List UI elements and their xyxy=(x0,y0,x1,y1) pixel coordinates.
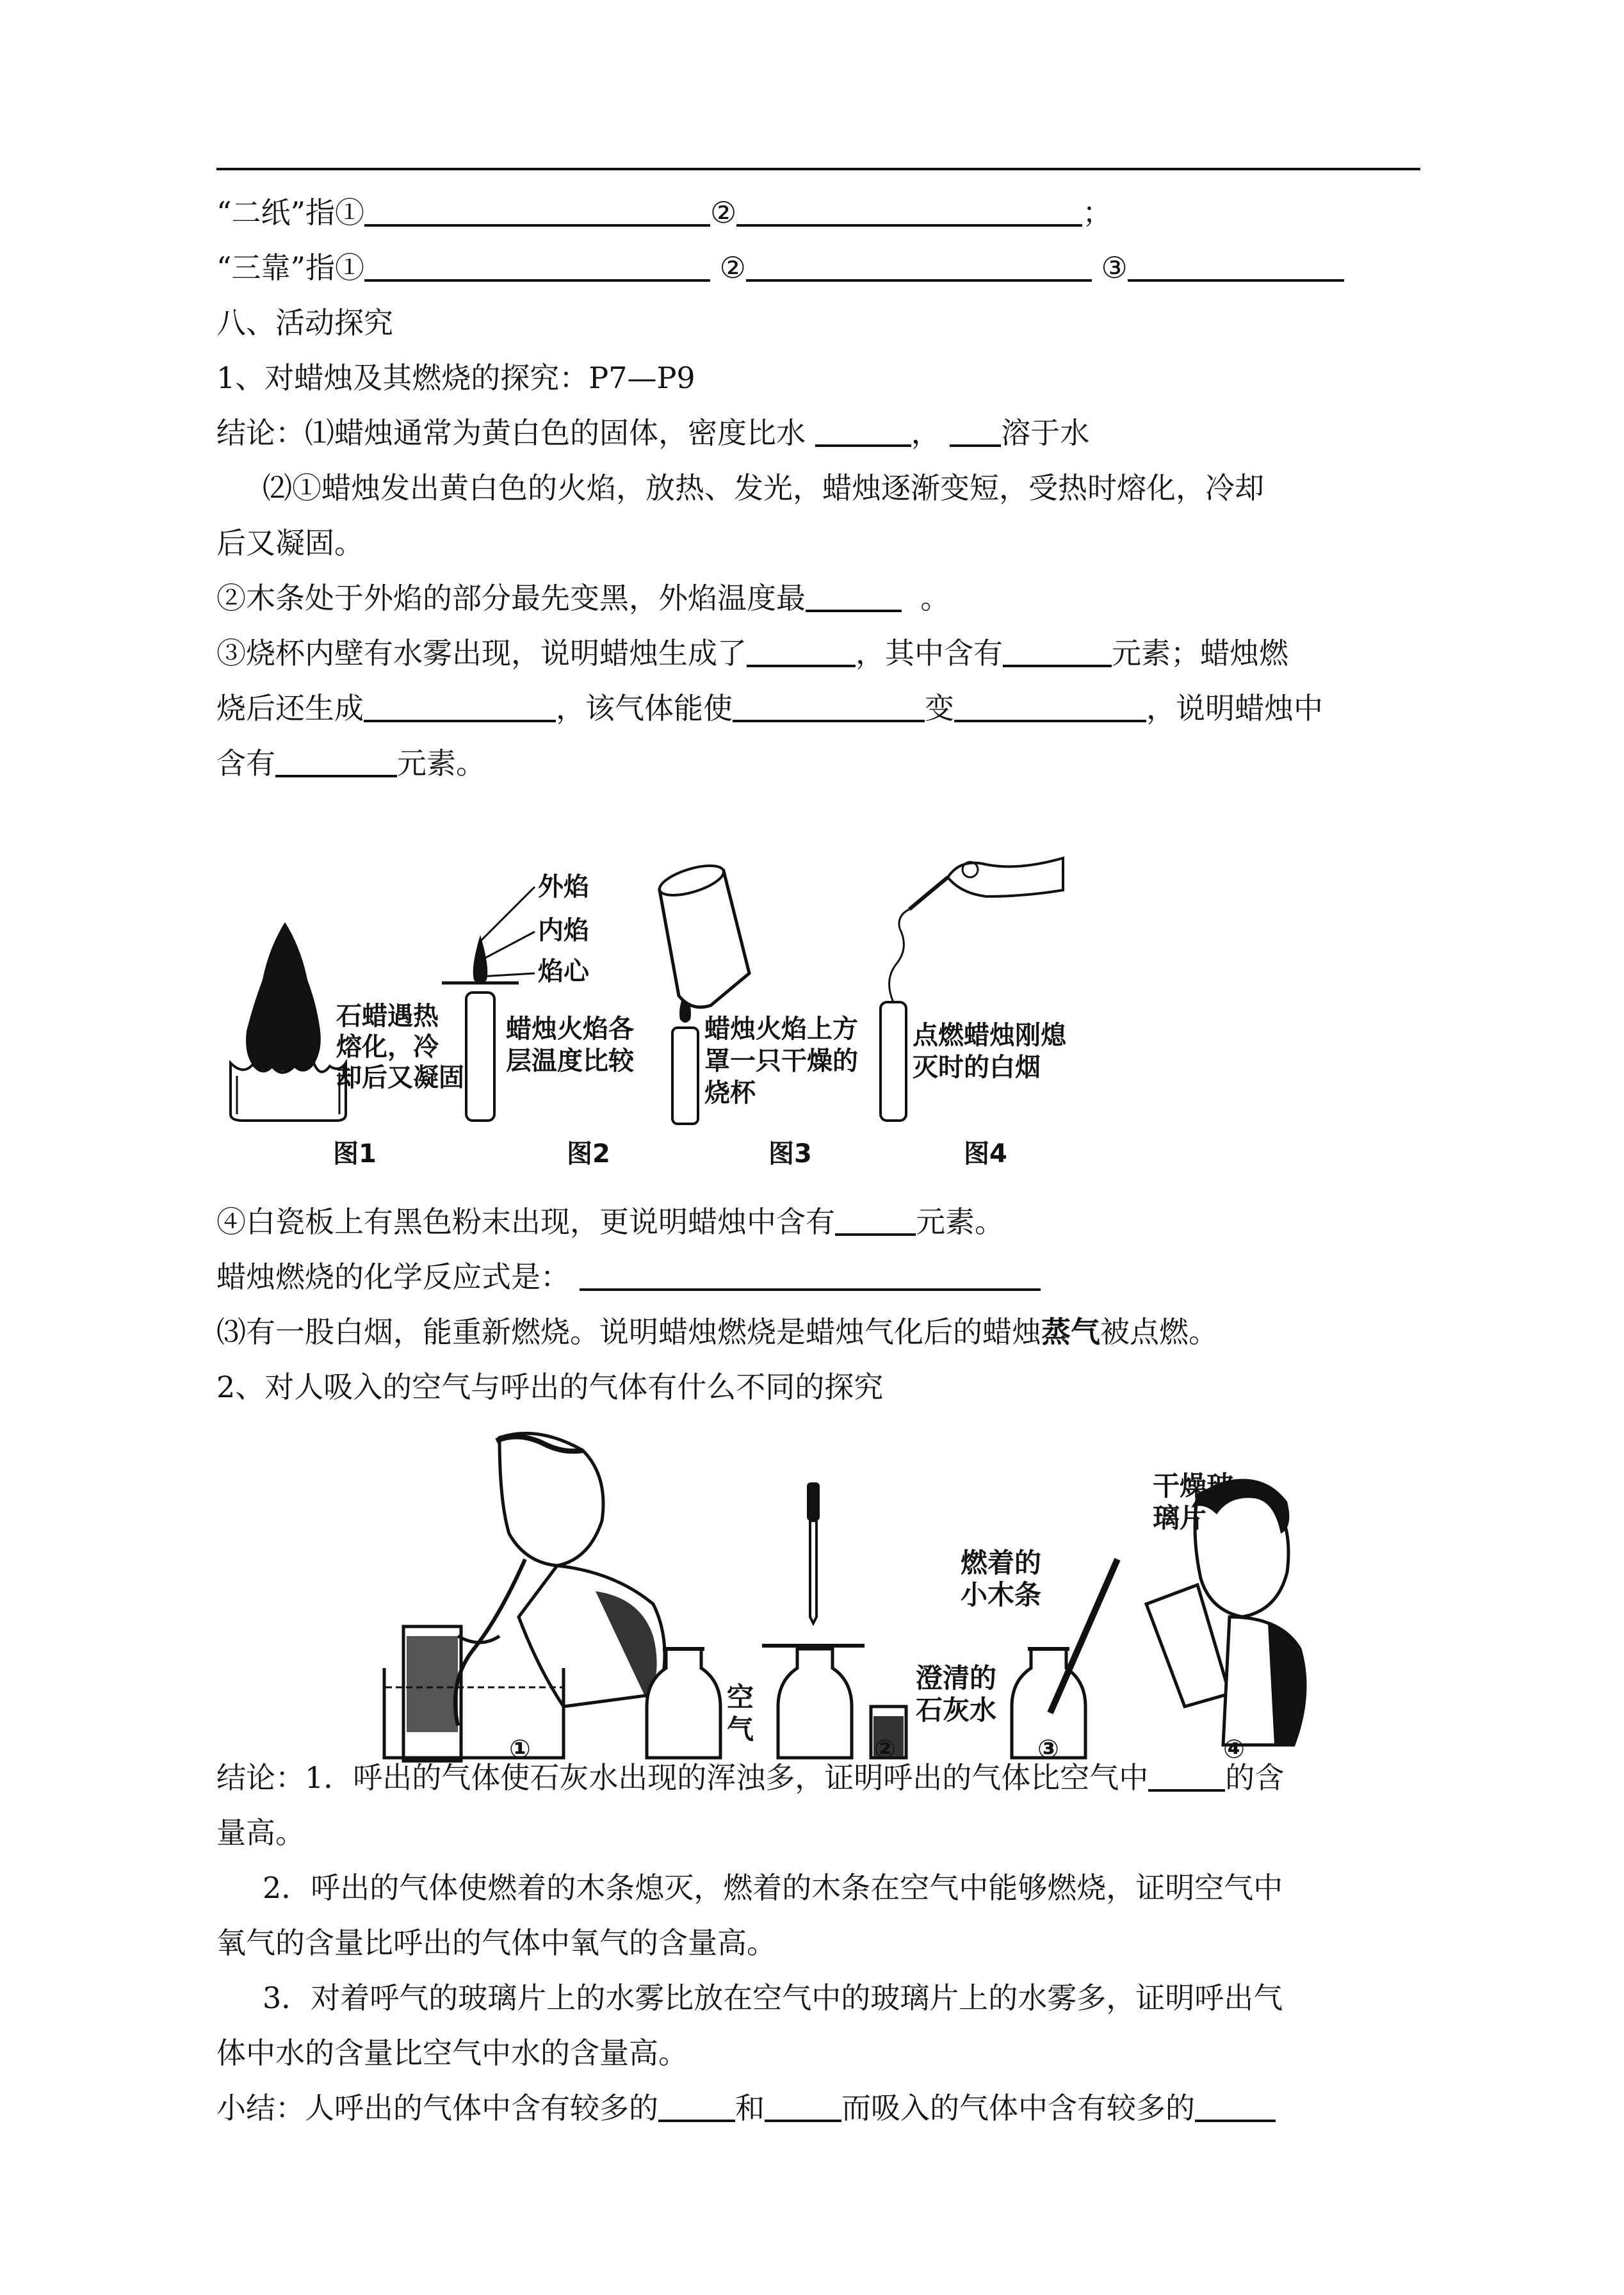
line-conclusion-1: 结论：⑴蜡烛通常为黄白色的固体，密度比水 ， 溶于水 xyxy=(216,416,1090,450)
candle-figures xyxy=(218,852,1127,1185)
blank[interactable] xyxy=(835,1205,916,1236)
line-breath-conclusion-2b: 氧气的含量比呼出的气体中氧气的含量高。 xyxy=(216,1926,776,1960)
experiment-2-limewater xyxy=(762,1482,996,1764)
header-rule xyxy=(216,168,1420,170)
air-label-2: 气 xyxy=(727,1714,754,1745)
line-breath-conclusion-3: 3．对着呼气的玻璃片上的水雾比放在空气中的玻璃片上的水雾多，证明呼出气 xyxy=(263,1981,1283,2015)
figure-1-melting-wax xyxy=(231,922,464,1169)
line-two-papers: “二纸”指① ② ； xyxy=(216,195,1112,230)
blank[interactable] xyxy=(658,2091,735,2122)
fig1-label-1: 石蜡遇热 xyxy=(336,1002,439,1031)
glass-label-1: 干燥玻 xyxy=(1153,1470,1234,1502)
line-breath-conclusion-2: 2．呼出的气体使燃着的木条熄灭，燃着的木条在空气中能够燃烧，证明空气中 xyxy=(263,1870,1283,1905)
outer-flame-label: 外焰 xyxy=(538,872,589,902)
line-conclusion-2: ⑵①蜡烛发出黄白色的火焰，放热、发光，蜡烛逐渐变短，受热时熔化，冷却 xyxy=(263,471,1264,505)
exp3-number: ③ xyxy=(1037,1735,1059,1764)
breath-figures xyxy=(371,1425,1332,1764)
fig3-label-3: 烧杯 xyxy=(704,1078,756,1108)
blank[interactable] xyxy=(815,416,911,447)
exp4-number: ④ xyxy=(1223,1735,1245,1764)
line-reaction: 蜡烛燃烧的化学反应式是： xyxy=(216,1258,1420,1296)
line-element: 含有 元素。 xyxy=(216,746,485,781)
blank[interactable] xyxy=(364,196,710,227)
fig3-label-1: 蜡烛火焰上方 xyxy=(704,1014,858,1044)
fig4-caption: 图4 xyxy=(964,1139,1007,1169)
exp1-number: ① xyxy=(509,1735,531,1764)
blank[interactable] xyxy=(736,196,1082,227)
blank[interactable] xyxy=(1195,2091,1276,2122)
blank[interactable] xyxy=(765,2091,841,2122)
line-white-smoke: ⑶有一股白烟，能重新燃烧。说明蜡烛燃烧是蜡烛气化后的蜡烛蒸气被点燃。 xyxy=(216,1315,1218,1349)
blank[interactable] xyxy=(746,251,1092,282)
fig4-label-1: 点燃蜡烛刚熄 xyxy=(913,1021,1066,1050)
air-label-1: 空 xyxy=(727,1682,754,1713)
line-breath-conclusion-3b: 体中水的含量比空气中水的含量高。 xyxy=(216,2036,688,2070)
blank[interactable] xyxy=(580,1260,1041,1291)
blank[interactable] xyxy=(1148,1761,1225,1792)
fig1-label-2: 熔化，冷 xyxy=(336,1032,439,1062)
blank[interactable] xyxy=(954,692,1146,722)
fig2-label-2: 层温度比较 xyxy=(506,1046,634,1076)
experiment-4-glass-plate xyxy=(1146,1470,1306,1764)
stick-label-1: 燃着的 xyxy=(961,1547,1042,1578)
inner-flame-label: 内焰 xyxy=(538,916,589,945)
fig1-caption: 图1 xyxy=(333,1139,377,1169)
experiment-3-burning-stick xyxy=(961,1547,1117,1764)
subsection-breath: 2、对人吸入的空气与呼出的气体有什么不同的探究 xyxy=(216,1370,884,1404)
subsection-candle: 1、对蜡烛及其燃烧的探究：P7—P9 xyxy=(216,361,695,395)
exp2-number: ② xyxy=(874,1735,896,1764)
line-gas: 烧后还生成 ，该气体能使 变 ，说明蜡烛中 xyxy=(216,691,1323,726)
line-three-leans: “三靠”指① ② ③ xyxy=(216,248,1420,287)
blank[interactable] xyxy=(364,251,710,282)
line-breath-conclusion-1b: 量高。 xyxy=(216,1815,305,1850)
blank[interactable] xyxy=(1003,637,1112,667)
blank[interactable] xyxy=(950,416,1001,447)
fig3-label-2: 罩一只干燥的 xyxy=(704,1046,858,1076)
line-white-plate: ④白瓷板上有黑色粉末出现，更说明蜡烛中含有 元素。 xyxy=(216,1204,1004,1239)
figure-3-beaker xyxy=(656,860,858,1169)
fig4-label-2: 灭时的白烟 xyxy=(913,1053,1041,1082)
fig3-caption: 图3 xyxy=(768,1139,812,1169)
blank[interactable] xyxy=(275,747,397,777)
figure-4-white-smoke xyxy=(881,858,1067,1169)
section-heading: 八、活动探究 xyxy=(216,305,393,340)
blank[interactable] xyxy=(1128,251,1344,282)
line-conclusion-2b: 后又凝固。 xyxy=(216,526,364,560)
fig2-label-1: 蜡烛火焰各 xyxy=(506,1014,634,1044)
figure-2-flame-layers xyxy=(442,872,635,1169)
limewater-label-1: 澄清的 xyxy=(916,1662,997,1694)
blank[interactable] xyxy=(747,637,856,667)
glass-label-2: 璃片 xyxy=(1153,1502,1207,1534)
fig2-caption: 图2 xyxy=(567,1139,610,1169)
line-water-mist: ③烧杯内壁有水雾出现，说明蜡烛生成了 ，其中含有 元素；蜡烛燃 xyxy=(216,636,1288,670)
experiment-1-collecting-gas xyxy=(384,1433,665,1764)
line-outer-flame: ②木条处于外焰的部分最先变黑，外焰温度最 。 xyxy=(216,581,950,615)
line-summary: 小结：人呼出的气体中含有较多的 和 而吸入的气体中含有较多的 xyxy=(216,2089,1420,2127)
stick-label-2: 小木条 xyxy=(961,1579,1042,1610)
blank[interactable] xyxy=(733,692,925,722)
flame-core-label: 焰心 xyxy=(538,957,589,986)
blank[interactable] xyxy=(806,581,902,612)
limewater-label-2: 石灰水 xyxy=(916,1694,997,1726)
fig1-label-3: 却后又凝固 xyxy=(336,1063,464,1092)
line-breath-conclusion-1: 结论：1．呼出的气体使石灰水出现的浑浊多，证明呼出的气体比空气中 的含 xyxy=(216,1760,1285,1795)
blank[interactable] xyxy=(364,692,556,722)
